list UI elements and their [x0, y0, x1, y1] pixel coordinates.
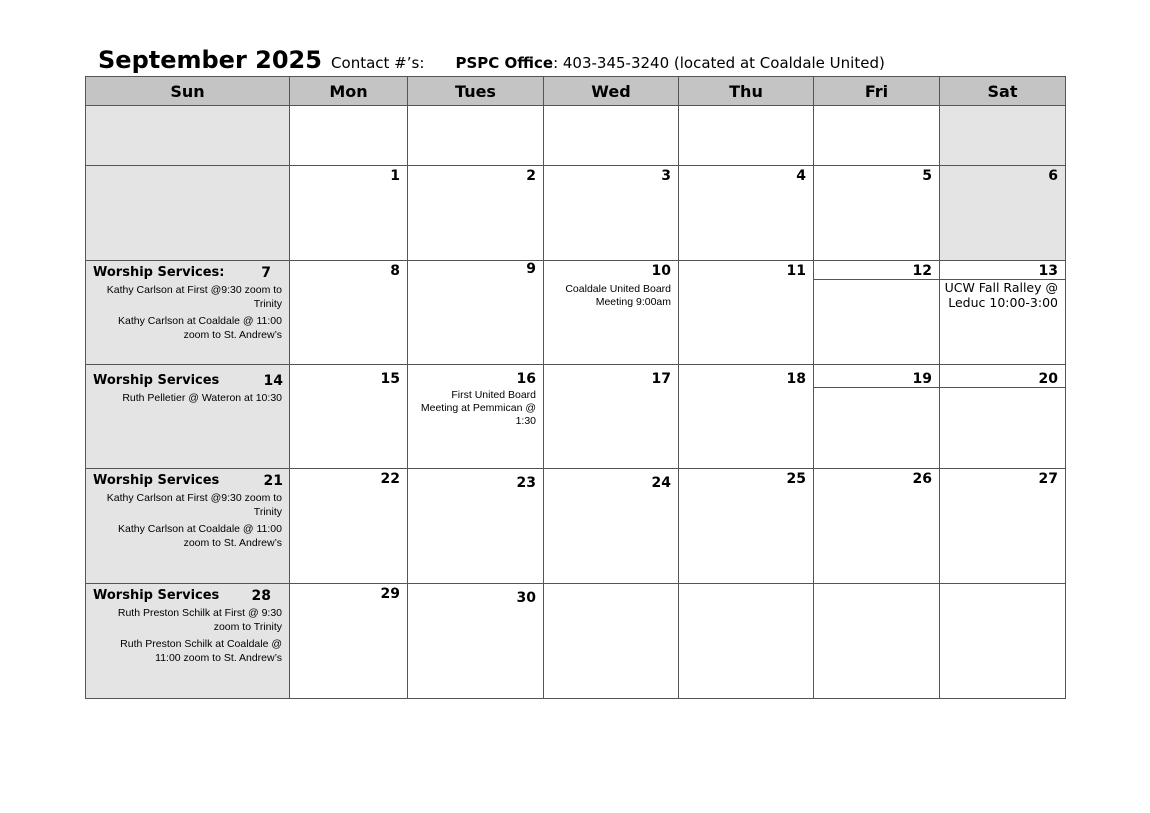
day-cell-27 — [940, 469, 1066, 584]
event-text: Kathy Carlson at Coaldale @ 11:00 zoom to St. Andrew’s — [118, 523, 282, 549]
day-number: 18 — [786, 371, 806, 387]
event-text: Kathy Carlson at Coaldale @ 11:00 zoom to St. Andrew’s — [118, 315, 282, 341]
day-number: 28 — [251, 588, 271, 604]
day-number: 20 — [940, 365, 1065, 388]
day-cell-8 — [290, 261, 408, 365]
day-cell-29 — [290, 584, 408, 699]
worship-services-label: Worship Services: — [93, 265, 225, 280]
weekday-sat: Sat — [940, 77, 1066, 106]
day-cell-empty — [290, 106, 408, 166]
day-cell-empty — [679, 106, 814, 166]
event-text: Ruth Preston Schilk at First @ 9:30 zoom to Trinity — [117, 607, 282, 633]
event-text: Ruth Pelletier @ Wateron at 10:30 — [122, 392, 282, 404]
day-cell-empty — [814, 106, 940, 166]
day-number: 25 — [786, 471, 806, 487]
day-cell-10 — [544, 261, 679, 365]
weekday-tue: Tues — [408, 77, 544, 106]
day-number: 8 — [390, 263, 400, 279]
day-number: 14 — [263, 373, 283, 389]
day-number: 1 — [390, 168, 400, 184]
day-cell-empty — [940, 106, 1066, 166]
event-text: First United Board Meeting at Pemmican @ 1:30 — [420, 389, 536, 427]
week-row-4 — [86, 469, 1066, 584]
day-number: 9 — [526, 261, 536, 277]
day-number: 29 — [380, 586, 400, 602]
day-number: 17 — [651, 371, 671, 387]
day-number: 3 — [661, 168, 671, 184]
day-number: 21 — [263, 473, 283, 489]
day-cell-15 — [290, 365, 408, 469]
day-number: 27 — [1038, 471, 1058, 487]
day-number: 7 — [261, 265, 271, 281]
weekday-wed: Wed — [544, 77, 679, 106]
event-text: Kathy Carlson at First @9:30 zoom to Trinity — [106, 284, 282, 310]
day-cell-empty — [408, 106, 544, 166]
week-row-5 — [86, 584, 1066, 699]
day-cell-3 — [544, 166, 679, 261]
day-number: 23 — [516, 475, 536, 491]
event-text: UCW Fall Ralley @ Leduc 10:00-3:00 — [944, 280, 1058, 310]
office-phone: : 403-345-3240 (located at Coaldale United) — [553, 54, 885, 72]
weekday-header-row — [86, 77, 1066, 106]
worship-services-heading — [86, 469, 289, 489]
weekday-mon: Mon — [290, 77, 408, 106]
day-number: 5 — [922, 168, 932, 184]
day-number: 13 — [940, 261, 1065, 280]
day-cell-9 — [408, 261, 544, 365]
weekday-fri: Fri — [814, 77, 940, 106]
calendar-grid — [85, 76, 1066, 699]
day-number: 19 — [814, 365, 939, 388]
day-number: 11 — [786, 263, 806, 279]
page-title: September 2025 — [98, 46, 322, 74]
day-cell-5 — [814, 166, 940, 261]
day-cell-21 — [86, 469, 290, 584]
day-cell-26 — [814, 469, 940, 584]
day-cell-13 — [940, 261, 1066, 365]
day-cell-23 — [408, 469, 544, 584]
day-number: 2 — [526, 168, 536, 184]
day-cell-16 — [408, 365, 544, 469]
day-cell-20 — [940, 365, 1066, 469]
day-cell-empty — [814, 584, 940, 699]
worship-services-label: Worship Services — [93, 473, 220, 488]
day-cell-empty — [940, 584, 1066, 699]
day-cell-17 — [544, 365, 679, 469]
day-number: 16 — [516, 371, 536, 387]
week-row-1 — [86, 166, 1066, 261]
week-row-3 — [86, 365, 1066, 469]
day-number: 24 — [651, 475, 671, 491]
day-number: 30 — [516, 590, 536, 606]
worship-services-label: Worship Services — [93, 588, 220, 603]
week-row-empty — [86, 106, 1066, 166]
day-number: 22 — [380, 471, 400, 487]
day-number: 15 — [380, 371, 400, 387]
day-number: 10 — [651, 263, 671, 279]
day-cell-25 — [679, 469, 814, 584]
worship-services-label: Worship Services — [93, 373, 220, 388]
worship-services-heading — [86, 261, 289, 281]
day-cell-22 — [290, 469, 408, 584]
worship-services-heading — [86, 584, 289, 604]
day-cell-empty — [86, 166, 290, 261]
day-cell-2 — [408, 166, 544, 261]
day-cell-empty — [544, 106, 679, 166]
day-cell-19 — [814, 365, 940, 469]
day-cell-7 — [86, 261, 290, 365]
day-cell-18 — [679, 365, 814, 469]
calendar-header — [98, 46, 885, 74]
weekday-thu: Thu — [679, 77, 814, 106]
event-text: Ruth Preston Schilk at Coaldale @ 11:00 zoom to St. Andrew’s — [120, 638, 282, 664]
day-cell-28 — [86, 584, 290, 699]
day-number: 12 — [814, 261, 939, 280]
day-cell-30 — [408, 584, 544, 699]
day-cell-1 — [290, 166, 408, 261]
office-label: PSPC Office — [455, 54, 554, 72]
contact-label: Contact #’s: — [331, 54, 425, 72]
event-text: Kathy Carlson at First @9:30 zoom to Trinity — [106, 492, 282, 518]
day-number: 26 — [912, 471, 932, 487]
worship-services-heading — [86, 365, 289, 389]
day-cell-24 — [544, 469, 679, 584]
weekday-sun: Sun — [86, 77, 290, 106]
day-cell-14 — [86, 365, 290, 469]
day-cell-12 — [814, 261, 940, 365]
day-cell-empty — [544, 584, 679, 699]
day-cell-4 — [679, 166, 814, 261]
day-cell-empty — [86, 106, 290, 166]
day-cell-empty — [679, 584, 814, 699]
day-number: 4 — [796, 168, 806, 184]
day-cell-11 — [679, 261, 814, 365]
day-cell-6 — [940, 166, 1066, 261]
day-number: 6 — [1048, 168, 1058, 184]
event-text: Coaldale United Board Meeting 9:00am — [565, 283, 671, 308]
week-row-2 — [86, 261, 1066, 365]
